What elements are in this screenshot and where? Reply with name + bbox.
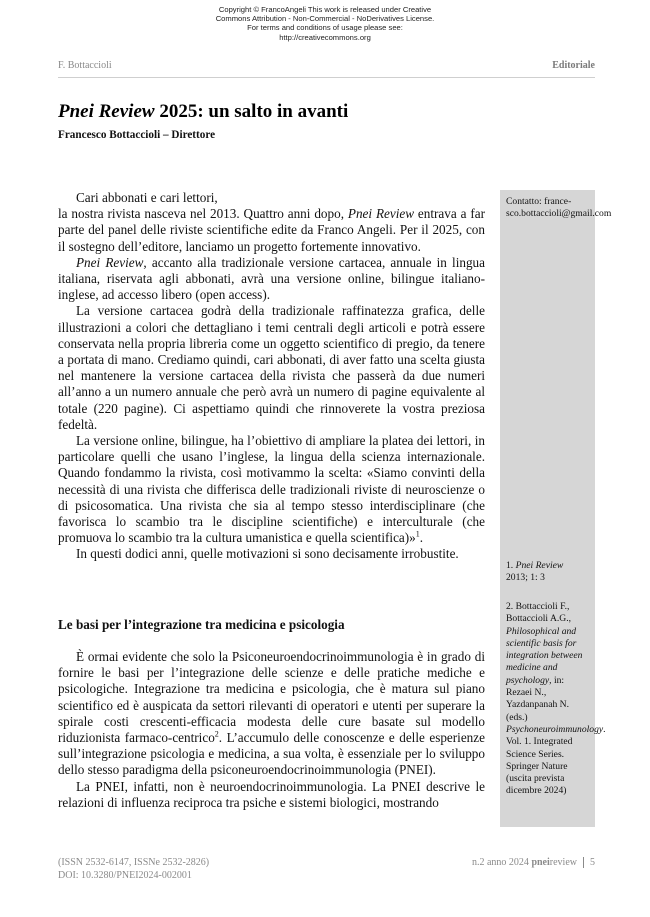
footnote-1: 1. Pnei Review 2013; 1: 3 [506, 560, 564, 584]
paragraph: Pnei Review, accanto alla tradizionale versione cartacea, annuale in lingua italiana, riservata agli abbonati, avrà una versione online, bilingue italiano-inglese, ad accesso libero (open access). [58, 254, 485, 303]
header-section: Editoriale [552, 60, 595, 71]
footnote-2: 2. Bottaccioli F., Bottaccioli A.G., Philosophical and scientific basis for integration between medicine and psychology, in: Rezaei N., Yazdanpanah N. (eds.) Psychoneuroimmunology. Vol. 1. Integrated Science Series. Springer Nature (uscita prevista dicembre 2024) [506, 601, 606, 797]
paragraph: La versione online, bilingue, ha l’obiettivo di ampliare la platea dei lettori, in particolare quelli che usano l’inglese, la lingua della scienza internazionale. Quando fondammo la rivista, così motivammo la scelta: «Siamo convinti della necessità di una rivista che differisca delle tradizionali riviste di neuroscienze o di psicosomatica. Una rivista che sia al tempo stesso interdisciplinare (che favorisca lo scambio tra le discipline scientifiche) e interculturale (che promuova lo scambio tra la cultura umanistica e quella scientifica)»$^1$. [58, 433, 485, 546]
section-heading: Le basi per l’integrazione tra medicina e psicologia [58, 617, 345, 632]
article-body [58, 190, 485, 563]
paragraph: In questi dodici anni, quelle motivazioni si sono decisamente irrobustite. [76, 546, 459, 562]
footnote-ref[interactable]: 1 [415, 529, 420, 539]
issue-label: n.2 anno 2024 [471, 857, 532, 868]
contact-note [506, 196, 612, 221]
section-body [58, 649, 485, 811]
copyright-link[interactable]: http://creativecommons.org [279, 32, 371, 42]
issn: (ISSN 2532-6147, ISSNe 2532-2826) [58, 857, 210, 868]
header-divider [58, 77, 595, 78]
page-number: 5 [590, 857, 595, 868]
running-header [58, 60, 595, 76]
journal-name-rest: review [549, 857, 577, 868]
paragraph: La PNEI, infatti, non è neuroendocrinoimmunologia. La PNEI descrive le relazioni di influenza reciproca tra psiche e sistemi biologici, mostrando [58, 778, 485, 810]
footer-issue [472, 856, 595, 869]
copyright-notice [0, 5, 650, 42]
doi: DOI: 10.3280/PNEI2024-002001 [58, 870, 192, 881]
paragraph: È ormai evidente che solo la Psiconeuroendocrinoimmunologia è in grado di fornire le basi per l’integrazione delle scienze e delle pratiche mediche e psicologiche. Integrazione tra medicina e psicologia, che è matura sul piano scientifico ed è auspicata da settori rilevanti di operatori e utenti per superare la spirale costi crescenti-efficacia modesta delle cure basate sul modello riduzionista farmaco-centrico$^2$. L’accumulo delle conoscenze e delle esperienze sull’integrazione psicologia e medicina, a sua volta, è essenziale per lo sviluppo dello stesso paradigma della psiconeuroendocrinoimmunologia (PNEI). [58, 649, 485, 778]
paragraph: la nostra rivista nasceva nel 2013. Quattro anni dopo, Pnei Review entrava a far parte del panel delle riviste scientifiche edite da Franco Angeli. Per il 2025, con il sostegno dell’editore, lanciamo un progetto fortemente innovativo. [58, 206, 485, 254]
paragraph: La versione cartacea godrà della tradizionale raffinatezza grafica, delle illustrazioni a colori che dettagliano i temi centrali degli articoli e potrà essere conservata nella propria libreria come un oggetto scientifico di pregio, da tenere a portata di mano. Crediamo quindi, cari abbonati, di aver fatto una scelta giusta nel mantenere la versione cartacea della rivista che passerà da due numeri all’anno a un numero annuale che però avrà un numero di pagine equivalente al totale (220 pagine). Ci aspettiamo quindi che rinnoverete la vostra preziosa fedeltà. [58, 303, 485, 432]
copyright-line: For terms and conditions of usage please see: [247, 23, 403, 33]
article-title [58, 101, 348, 123]
greeting: Cari abbonati e cari lettori, [76, 190, 218, 205]
footer-separator [583, 857, 584, 868]
copyright-line: Commons Attribution - Non-Commercial - NoDerivatives License. [215, 14, 435, 24]
contact-email[interactable]: Contatto: france-sco.bottaccioli@gmail.com [506, 196, 612, 220]
title-text: 2025: un salto in avanti [154, 101, 349, 122]
copyright-line: Copyright © FrancoAngeli This work is released under Creative [218, 5, 432, 14]
footer-identifiers [58, 856, 209, 882]
title-journal-name: Pnei Review [58, 101, 155, 122]
journal-name-bold: pnei [531, 857, 550, 868]
article-byline: Francesco Bottaccioli – Direttore [58, 129, 216, 141]
footnote-ref[interactable]: 2 [214, 729, 219, 739]
header-author: F. Bottaccioli [58, 60, 112, 71]
